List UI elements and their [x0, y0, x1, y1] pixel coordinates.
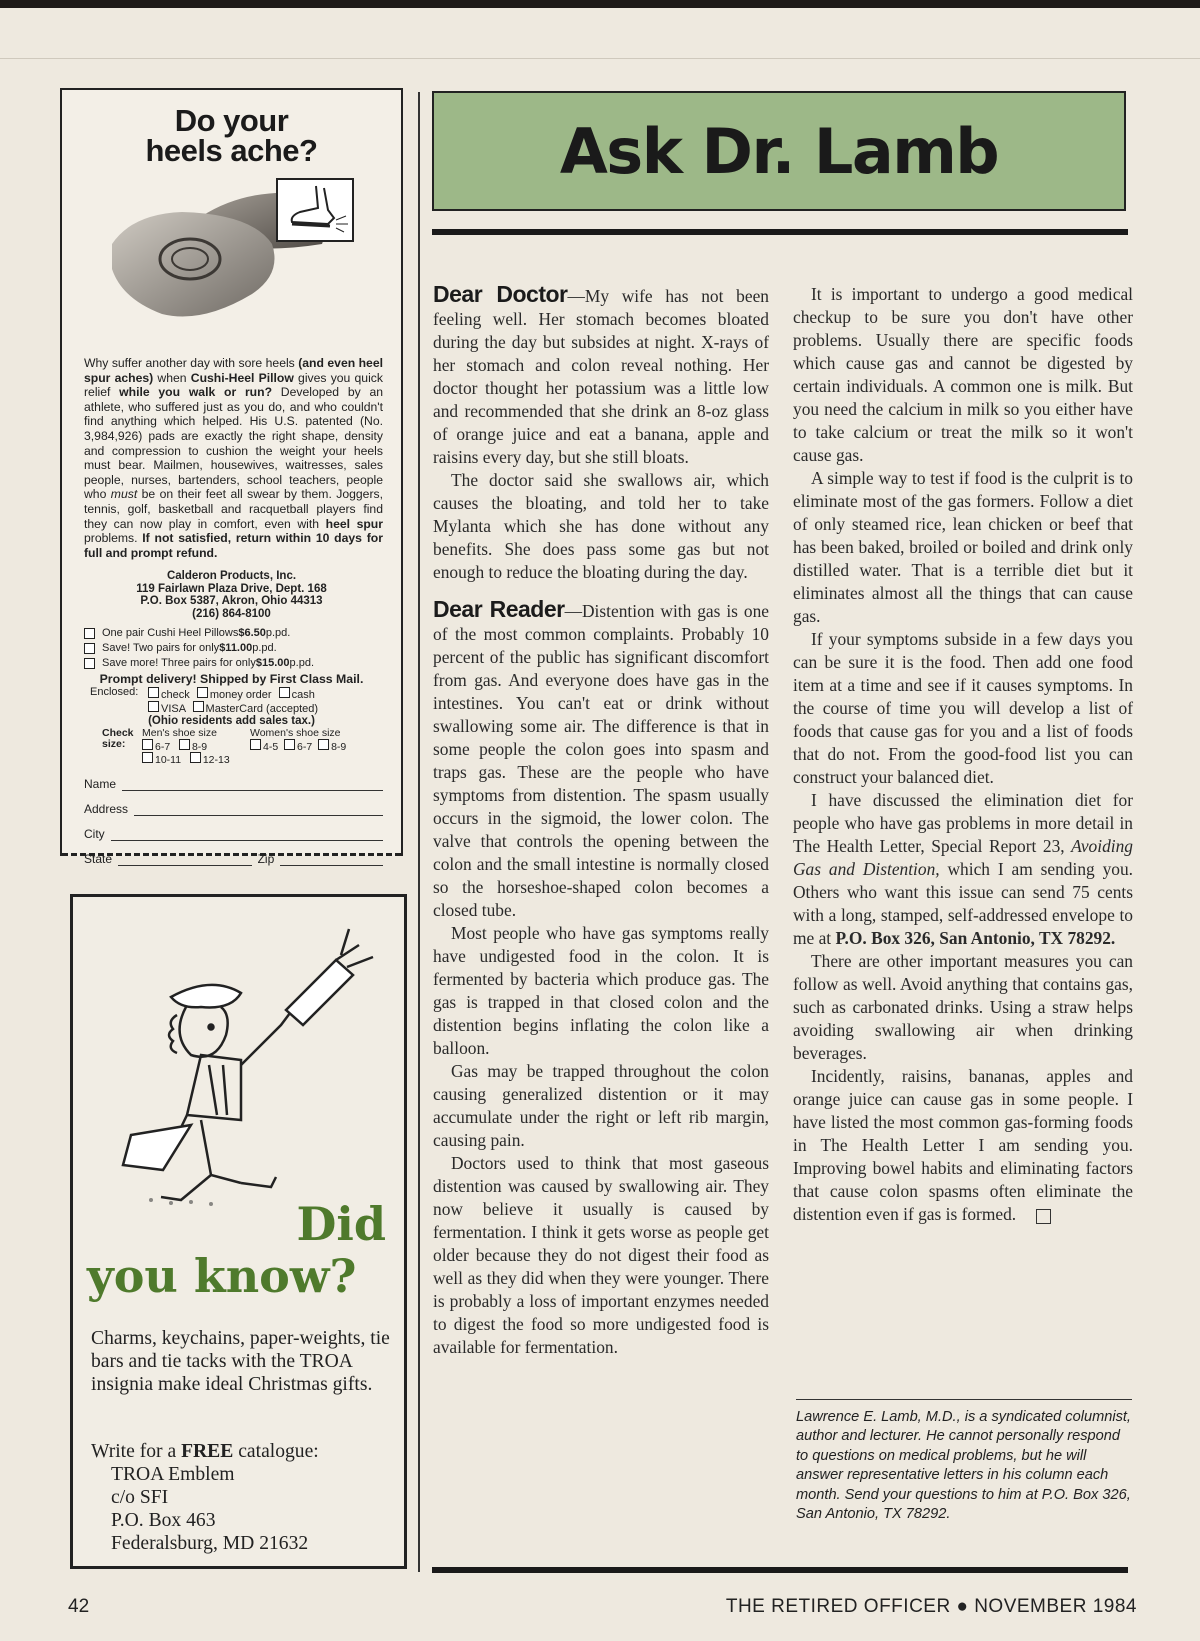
catalogue-request: [91, 1440, 390, 1463]
city-input-line[interactable]: [111, 828, 383, 841]
size-checkbox[interactable]: [142, 739, 153, 750]
heel-ad-title-line2: heels ache?: [145, 133, 318, 168]
author-bio: Lawrence E. Lamb, M.D., is a syndicated columnist, author and lecturer. He cannot personally respond to questions on medical problems, but he will answer representative letters in his column each month. Send your questions to him at P.O. Box 326, San Antonio, TX 78292.: [796, 1409, 1131, 1523]
paragraph-text: —Distention with gas is one of the most common complaints. Probably 10 percent of the public has significant discomfort from gas. And everyone does have gas in the intestines. You can't eat or drink without swallowing some air. The difference is that in some people the colon goes into spasm and traps gas. These are the people who have symptoms from distention. The spasm usually occurs in the sigmoid, the lower colon. The valve that controls the opening between the colon and the small intestine is normally closed so the horseshoe-shaped colon becomes a closed tube.: [433, 601, 769, 920]
address-label: Address: [84, 801, 129, 816]
column-title: Ask Dr. Lamb: [559, 114, 999, 188]
option-price: $11.00: [219, 642, 253, 655]
option-price: $6.50: [238, 627, 266, 640]
payment-method: [62, 687, 401, 715]
womens-size-label: Women's shoe size: [250, 727, 341, 740]
enclosed-label: Enclosed:: [90, 686, 139, 699]
phone-number: (216) 864-8100: [192, 607, 271, 620]
write-prefix: Write for a: [91, 1441, 182, 1462]
payment-check: check: [161, 689, 190, 702]
catalogue-addr-4: Federalsburg, MD 21632: [111, 1533, 309, 1554]
paragraph-text: Incidently, raisins, bananas, apples and orange juice can cause gas in some people. I have listed the most common gas-forming foods in The Health Letter I am sending you. Improving bowel habits and eliminating factors that cause colon spasms often eliminate the distention even if gas is formed.: [793, 1066, 1133, 1224]
money-order-checkbox[interactable]: [197, 687, 208, 698]
heel-ad: [60, 88, 403, 866]
size-checkbox[interactable]: [250, 739, 261, 750]
paragraph-text: It is important to undergo a good medical checkup to be sure you don't have other problems. Usually there are specific foods which cause gas and cannot be digested by certain individuals. A common one is milk. But you need the calcium in milk so you either have to take calcium or treat the milk so it won't cause gas.: [793, 284, 1133, 465]
paragraph-text: There are other important measures you can follow as well. Avoid anything that contains gas, such as carbonated drinks. Using a straw helps avoiding swallowing air when drinking beverages.: [793, 951, 1133, 1063]
option-suffix: p.pd.: [265, 627, 291, 640]
column-paragraph: [433, 598, 769, 922]
paragraph-text: The doctor said she swallows air, which causes the bloating, and told her to take Mylanta which she has done without any benefits. She does pass some gas but not enough to reduce the bloating during the day.: [433, 470, 769, 582]
header-rule: [432, 229, 1128, 235]
order-checkbox[interactable]: [84, 658, 95, 669]
letter-salutation: Dear Doctor: [433, 281, 568, 307]
paragraph-text: A simple way to test if food is the culprit is to eliminate most of the gas formers. Follow a diet of only steamed rice, lean chicken or beef that has been baked, broiled or boiled and drink only distilled water. That is a terrible diet but it eliminates almost all the things that can cause gas.: [793, 468, 1133, 626]
address-line1: 119 Fairlawn Plaza Drive, Dept. 168: [136, 582, 327, 595]
paragraph-text: I have discussed the elimination diet for people who have gas problems in more detail in The Health Letter, Special Report 23,: [793, 790, 1133, 856]
order-checkbox[interactable]: [84, 628, 95, 639]
catalogue-addr-1: TROA Emblem: [111, 1464, 235, 1485]
paragraph-text: Doctors used to think that most gaseous distention was caused by swallowing air. They now believe it usually is caused by fermentation. I think it gets worse as people get older because they do not digest their food as well as they did when they were younger. There is probably a loss of important enzymes needed to digest the food so more undigested food is available for fermentation.: [433, 1153, 769, 1357]
column-header: [432, 91, 1126, 211]
payment-mastercard: MasterCard (accepted): [205, 703, 319, 716]
top-rule: [0, 58, 1200, 59]
womens-size-option: 4-5: [263, 740, 279, 753]
cash-checkbox[interactable]: [279, 687, 290, 698]
catalogue-address: [91, 1440, 390, 1555]
option-text: One pair Cushi Heel Pillows: [102, 627, 239, 640]
order-option-2[interactable]: [62, 641, 401, 656]
ad-body-run: Cushi-Heel Pillow: [190, 370, 294, 385]
coupon-cut-line: [62, 853, 401, 856]
prompt-delivery: Prompt delivery! Shipped by First Class Mail.: [99, 672, 364, 687]
ad-body-run: when: [153, 370, 191, 385]
end-mark-icon: [1036, 1209, 1051, 1224]
ohio-tax-note: (Ohio residents add sales tax.): [148, 715, 315, 728]
womens-size-option: 6-7: [297, 740, 313, 753]
city-field[interactable]: [62, 816, 401, 841]
ad-body-run: (and even heel spur aches): [84, 356, 383, 385]
ad-body-run: while you walk or run?: [119, 385, 273, 400]
did-you-know-headline-2: you know?: [87, 1249, 357, 1303]
column-divider: [418, 92, 420, 1572]
zip-label: Zip: [257, 851, 275, 866]
option-text: Save! Two pairs for only: [102, 642, 220, 655]
mens-size-option: 12-13: [202, 754, 230, 767]
shoe-size-selector: [62, 728, 401, 766]
column-paragraph: [793, 467, 1133, 628]
did-you-know-headline-1: Did: [296, 1197, 386, 1251]
option-text: Save more! Three pairs for only: [102, 657, 256, 670]
visa-checkbox[interactable]: [148, 701, 159, 712]
column-text-2: [793, 283, 1133, 1226]
column-paragraph: [433, 1060, 769, 1152]
column-paragraph: [793, 950, 1133, 1065]
column-paragraph: [433, 469, 769, 584]
address-line2: P.O. Box 5387, Akron, Ohio 44313: [140, 595, 323, 608]
write-suffix: catalogue:: [233, 1441, 319, 1462]
size-checkbox[interactable]: [142, 752, 153, 763]
payment-cash: cash: [291, 689, 315, 702]
paragraph-text: Most people who have gas symptoms really have undigested food in the colon. It is fermented by bacteria which produce gas. The gas is trapped in that closed colon and the distention begins inflating the colon like a balloon.: [433, 923, 769, 1058]
name-input-line[interactable]: [122, 778, 383, 791]
paragraph-text: Gas may be trapped throughout the colon causing generalized distention or it may accumulate under the right or left rib margin, causing pain.: [433, 1061, 769, 1150]
name-field[interactable]: [62, 766, 401, 791]
check-size-label: Check size:: [102, 727, 134, 750]
column-paragraph: [793, 789, 1133, 950]
did-you-know-ad: [70, 894, 407, 1569]
option-suffix: p.pd.: [289, 657, 314, 670]
write-free: FREE: [181, 1441, 234, 1462]
did-you-know-text: Charms, keychains, paper-weights, tie bars and tie tacks with the TROA insignia make ideal Christmas gifts.: [91, 1328, 390, 1395]
mens-size-option: 10-11: [155, 754, 182, 767]
payment-money-order: money order: [209, 689, 272, 702]
order-option-1[interactable]: [62, 626, 401, 641]
ad-body-run: must: [110, 487, 138, 502]
address-field[interactable]: [62, 791, 401, 816]
company-name: Calderon Products, Inc.: [166, 570, 297, 583]
mens-size-option: 6-7: [155, 740, 171, 753]
heel-ad-address: [62, 570, 401, 620]
mens-size-option: 8-9: [191, 740, 208, 753]
option-price: $15.00: [255, 657, 290, 670]
size-checkbox[interactable]: [318, 739, 329, 750]
size-checkbox[interactable]: [179, 739, 190, 750]
column-text-1: [433, 283, 769, 1359]
colonial-crier-illustration: [91, 915, 391, 1215]
column-paragraph: [793, 1065, 1133, 1226]
publication-footer: THE RETIRED OFFICER ● NOVEMBER 1984: [725, 1596, 1137, 1617]
ad-body-run: problems.: [84, 531, 143, 546]
column-paragraph: [433, 922, 769, 1060]
ad-body-run: If not satisfied, return within 10 days for full and prompt refund.: [84, 531, 383, 560]
bottom-rule: [432, 1567, 1128, 1573]
size-checkbox[interactable]: [284, 739, 295, 750]
bio-rule: [796, 1399, 1132, 1400]
state-label: State: [84, 851, 113, 866]
paragraph-text: —My wife has not been feeling well. Her stomach becomes bloated during the day but subsides at night. X-rays of her stomach and colon reveal nothing. Her doctor thought her potassium was a little low and recommended that she drink an 8-oz glass of orange juice and eat a banana, apple and raisins every day, but she still bloats.: [433, 286, 769, 467]
ad-body-run: Why suffer another day with sore heels: [84, 356, 299, 370]
heel-ad-title-line1: Do your: [174, 103, 289, 138]
catalogue-addr-2: c/o SFI: [111, 1487, 169, 1508]
column-paragraph: [433, 283, 769, 469]
report-title: Avoiding Gas and Distention,: [793, 836, 1133, 879]
womens-size-option: 8-9: [331, 740, 347, 753]
ad-body-run: heel spur: [325, 516, 383, 531]
ad-body-run: gives you quick relief: [84, 370, 383, 400]
mens-size-label: Men's shoe size: [142, 727, 217, 740]
letter-salutation: Dear Reader: [433, 596, 565, 622]
order-checkbox[interactable]: [84, 643, 95, 654]
column-paragraph: [793, 628, 1133, 789]
option-suffix: p.pd.: [252, 642, 277, 655]
heel-pillow-image: [62, 166, 401, 356]
column-paragraph: [433, 1152, 769, 1359]
mastercard-checkbox[interactable]: [193, 701, 204, 712]
size-checkbox[interactable]: [190, 752, 201, 763]
order-option-3[interactable]: [62, 656, 401, 671]
mailing-address: P.O. Box 326, San Antonio, TX 78292.: [835, 928, 1116, 948]
city-label: City: [84, 826, 105, 841]
ad-body-run: be on their feet all swear by them. Joggers, tennis, golf, basketball and racquetball players find they can now play in comfort, even with: [84, 487, 383, 531]
check-checkbox[interactable]: [148, 687, 159, 698]
walking-foot-icon: [276, 178, 354, 242]
paragraph-text: If your symptoms subside in a few days you can be sure it is the food. Then add one food item at a time and see if it causes symptoms. In the course of time you will develop a list of foods that cause gas for you and a list of foods that do not. From the good-food list you can construct your balanced diet.: [793, 629, 1133, 787]
column-paragraph: [793, 283, 1133, 467]
address-input-line[interactable]: [134, 803, 383, 816]
order-options: [62, 626, 401, 671]
paragraph-text: which I am sending you. Others who want this issue can send 75 cents with a long, stamped, self-addressed envelope to me at: [793, 859, 1134, 948]
heel-ad-body: [62, 356, 401, 560]
top-edge: [0, 0, 1200, 8]
page-number: 42: [68, 1596, 90, 1617]
heel-ad-title: [62, 103, 401, 168]
name-label: Name: [84, 776, 117, 791]
catalogue-addr-3: P.O. Box 463: [111, 1510, 216, 1531]
ad-body-run: Developed by an athlete, who suffered just as you do, and who couldn't find anything which helped. His U.S. patented (No. 3,984,926) pads are exactly the right shape, density and compression to cushion the weight your heels must bear. Mailmen, housewives, waitresses, sales people, nurses, bartenders, school teachers, people who: [84, 385, 383, 502]
payment-visa: VISA: [161, 703, 186, 716]
